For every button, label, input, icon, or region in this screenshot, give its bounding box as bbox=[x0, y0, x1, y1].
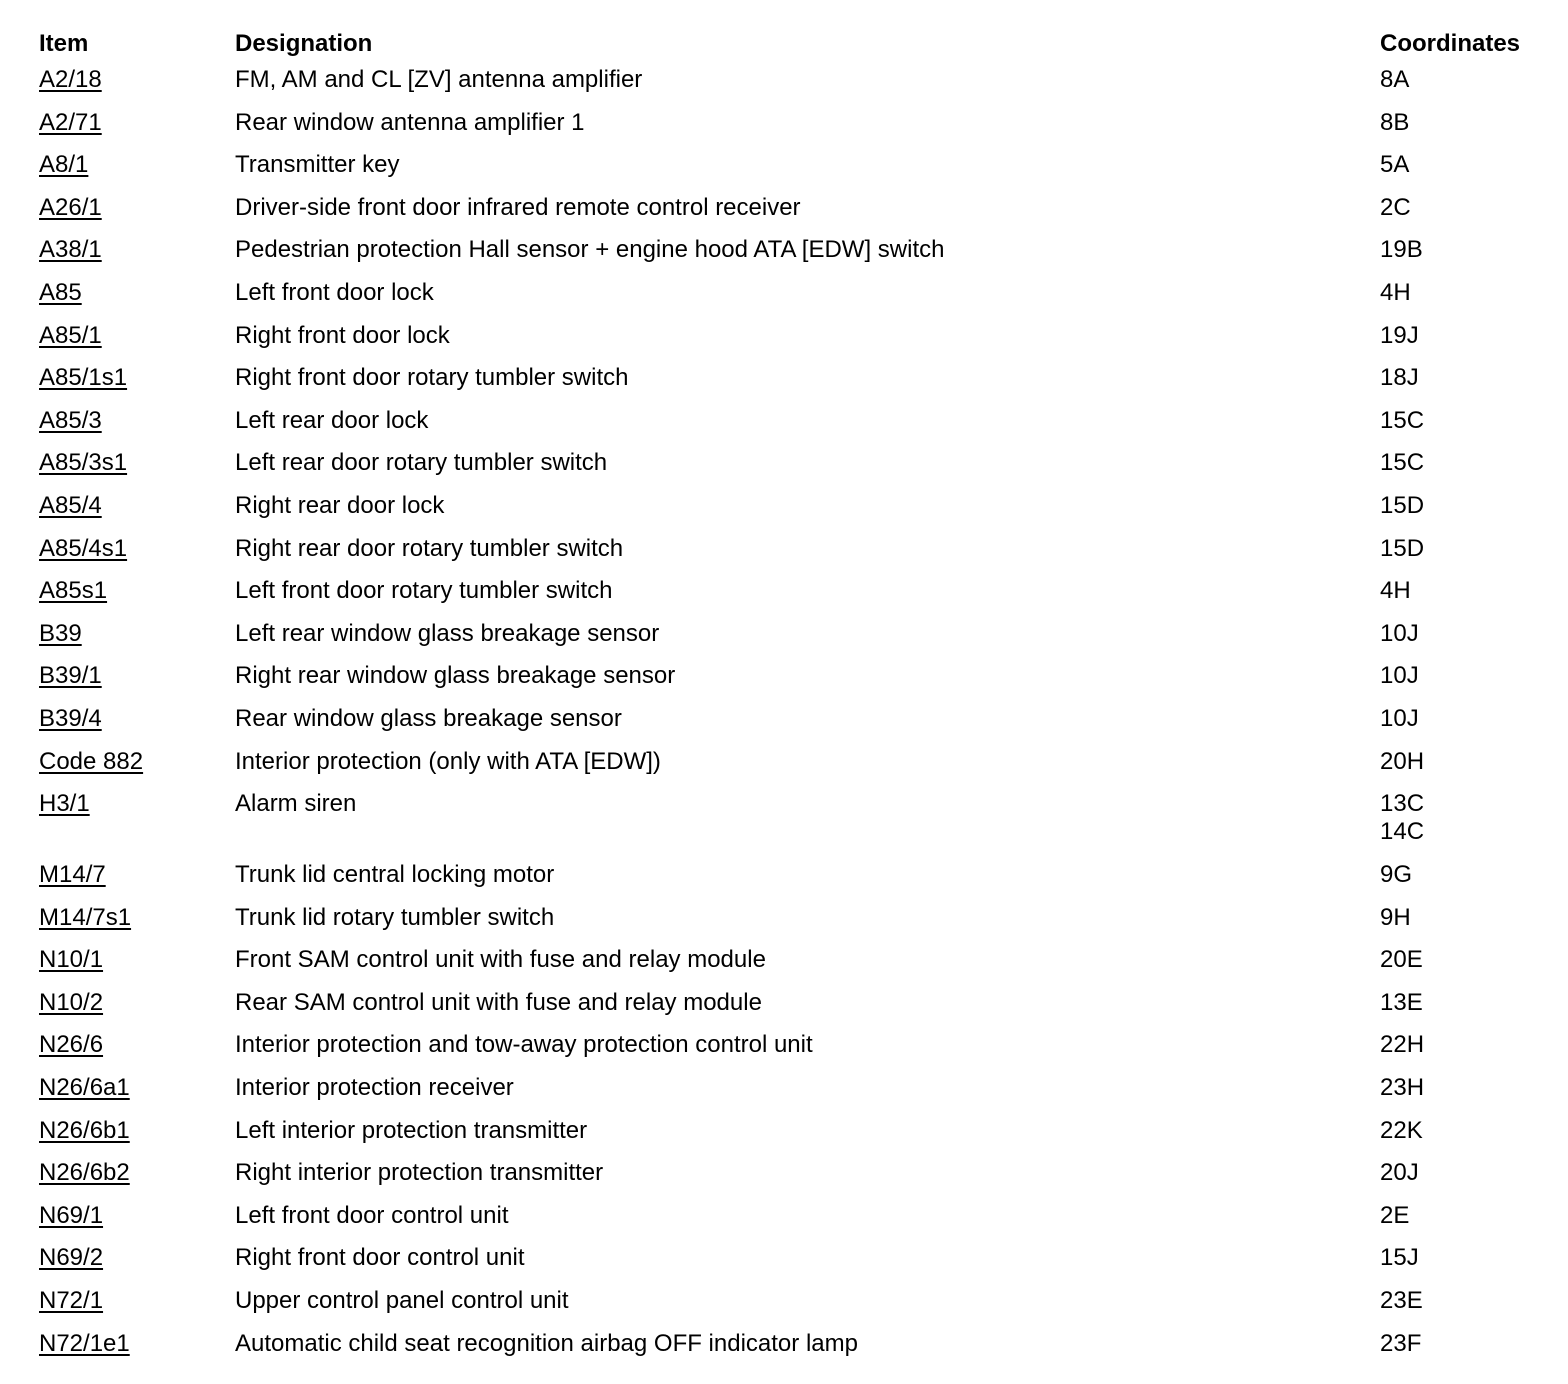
coordinate-value: 9H bbox=[1380, 903, 1411, 931]
designation-text: Rear window antenna amplifier 1 bbox=[235, 108, 585, 136]
item-link[interactable]: N26/6b2 bbox=[39, 1159, 130, 1187]
coordinates-cell bbox=[1380, 531, 1424, 567]
coordinate-value: 19B bbox=[1380, 236, 1423, 264]
table-row bbox=[39, 488, 1539, 531]
coordinate-value: 13C bbox=[1380, 790, 1425, 818]
designation-text: Interior protection receiver bbox=[235, 1074, 514, 1102]
item-link[interactable]: A85/1 bbox=[39, 321, 102, 349]
coordinates-cell bbox=[1380, 900, 1411, 936]
designation-text: Front SAM control unit with fuse and relay module bbox=[235, 946, 766, 974]
designation-text: Upper control panel control unit bbox=[235, 1287, 569, 1315]
coordinates-cell bbox=[1380, 360, 1419, 396]
item-link[interactable]: A38/1 bbox=[39, 236, 102, 264]
designation-text: Alarm siren bbox=[235, 790, 357, 818]
item-link[interactable]: B39/4 bbox=[39, 704, 102, 732]
designation-text: Interior protection (only with ATA [EDW]) bbox=[235, 747, 661, 775]
coordinate-value: 15D bbox=[1380, 491, 1425, 519]
coordinate-value: 22H bbox=[1380, 1031, 1425, 1059]
table-row bbox=[39, 147, 1539, 190]
item-link[interactable]: A2/71 bbox=[39, 108, 102, 136]
coordinate-value: 19J bbox=[1380, 321, 1419, 349]
coordinate-value: 2C bbox=[1380, 193, 1411, 221]
designation-text: Pedestrian protection Hall sensor + engine hood ATA [EDW] switch bbox=[235, 236, 945, 264]
table-row bbox=[39, 105, 1539, 148]
coordinates-cell bbox=[1380, 445, 1424, 481]
table-row bbox=[39, 985, 1539, 1028]
table-row bbox=[39, 403, 1539, 446]
table-row bbox=[39, 658, 1539, 701]
coordinate-value: 15D bbox=[1380, 534, 1425, 562]
coordinates-cell bbox=[1380, 403, 1424, 439]
item-link[interactable]: N26/6b1 bbox=[39, 1116, 130, 1144]
designation-text: Left interior protection transmitter bbox=[235, 1116, 588, 1144]
designation-text: Right front door control unit bbox=[235, 1244, 525, 1272]
coordinate-value: 14C bbox=[1380, 818, 1425, 846]
coordinates-cell bbox=[1380, 1113, 1423, 1149]
item-link[interactable]: Code 882 bbox=[39, 747, 144, 775]
coordinates-cell bbox=[1380, 1070, 1424, 1106]
coordinates-cell bbox=[1380, 62, 1409, 98]
coordinates-cell bbox=[1380, 318, 1419, 354]
designation-text: Trunk lid central locking motor bbox=[235, 861, 555, 889]
table-row bbox=[39, 1198, 1539, 1241]
coordinates-cell bbox=[1380, 616, 1419, 652]
designation-text: Left front door lock bbox=[235, 278, 434, 306]
item-link[interactable]: N69/1 bbox=[39, 1201, 104, 1229]
coordinates-cell bbox=[1380, 275, 1411, 311]
designation-text: Rear SAM control unit with fuse and relay module bbox=[235, 988, 762, 1016]
header-designation: Designation bbox=[235, 30, 373, 57]
item-link[interactable]: A85s1 bbox=[39, 577, 108, 605]
table-row bbox=[39, 531, 1539, 574]
item-link[interactable]: A85 bbox=[39, 278, 82, 306]
item-link[interactable]: M14/7s1 bbox=[39, 903, 132, 931]
coordinates-cell bbox=[1380, 1155, 1419, 1191]
component-legend-table bbox=[39, 26, 1539, 1368]
item-link[interactable]: A2/18 bbox=[39, 66, 102, 93]
coordinates-cell bbox=[1380, 786, 1424, 846]
designation-text: Interior protection and tow-away protection control unit bbox=[235, 1031, 813, 1059]
table-row bbox=[39, 786, 1539, 857]
table-row bbox=[39, 1070, 1539, 1113]
table-row bbox=[39, 744, 1539, 787]
coordinates-cell bbox=[1380, 147, 1409, 183]
coordinate-value: 20E bbox=[1380, 946, 1423, 974]
coordinates-cell bbox=[1380, 701, 1419, 737]
designation-text: Transmitter key bbox=[235, 151, 400, 179]
coordinate-value: 15J bbox=[1380, 1244, 1419, 1272]
designation-text: Right rear window glass breakage sensor bbox=[235, 662, 676, 690]
table-row bbox=[39, 942, 1539, 985]
coordinate-value: 18J bbox=[1380, 364, 1419, 392]
item-link[interactable]: A26/1 bbox=[39, 193, 102, 221]
coordinate-value: 8B bbox=[1380, 108, 1410, 136]
designation-text: Rear window glass breakage sensor bbox=[235, 704, 622, 732]
designation-text: Right rear door lock bbox=[235, 491, 445, 519]
coordinates-cell bbox=[1380, 232, 1423, 268]
coordinates-cell bbox=[1380, 1326, 1421, 1362]
item-link[interactable]: N10/1 bbox=[39, 946, 104, 974]
table-row bbox=[39, 275, 1539, 318]
coordinates-cell bbox=[1380, 105, 1409, 141]
designation-text: Automatic child seat recognition airbag OFF indicator lamp bbox=[235, 1329, 858, 1357]
designation-text: Left rear door lock bbox=[235, 406, 429, 434]
item-link[interactable]: B39/1 bbox=[39, 662, 102, 690]
coordinates-cell bbox=[1380, 488, 1424, 524]
table-row bbox=[39, 857, 1539, 900]
coordinates-cell bbox=[1380, 942, 1423, 978]
table-row bbox=[39, 190, 1539, 233]
table-row bbox=[39, 900, 1539, 943]
coordinate-value: 4H bbox=[1380, 278, 1411, 306]
table-row bbox=[39, 62, 1539, 105]
designation-text: Left front door rotary tumbler switch bbox=[235, 577, 613, 605]
coordinate-value: 22K bbox=[1380, 1116, 1423, 1144]
coordinates-cell bbox=[1380, 1240, 1419, 1276]
table-row bbox=[39, 445, 1539, 488]
coordinates-cell bbox=[1380, 573, 1411, 609]
designation-text: Left front door control unit bbox=[235, 1201, 509, 1229]
coordinates-cell bbox=[1380, 1283, 1423, 1319]
coordinate-value: 23E bbox=[1380, 1287, 1423, 1315]
coordinate-value: 23F bbox=[1380, 1329, 1422, 1357]
coordinate-value: 15C bbox=[1380, 449, 1425, 477]
table-row bbox=[39, 1155, 1539, 1198]
item-link[interactable]: H3/1 bbox=[39, 790, 90, 818]
coordinate-value: 23H bbox=[1380, 1074, 1425, 1102]
coordinate-value: 10J bbox=[1380, 619, 1419, 647]
item-link[interactable]: N69/2 bbox=[39, 1244, 104, 1272]
designation-text: Right front door rotary tumbler switch bbox=[235, 364, 629, 392]
item-link[interactable]: A85/4s1 bbox=[39, 534, 128, 562]
table-row bbox=[39, 232, 1539, 275]
item-link[interactable]: A85/1s1 bbox=[39, 364, 128, 392]
designation-text: FM, AM and CL [ZV] antenna amplifier bbox=[235, 66, 643, 93]
table-row bbox=[39, 1113, 1539, 1156]
coordinates-cell bbox=[1380, 1027, 1424, 1063]
table-row bbox=[39, 360, 1539, 403]
table-row bbox=[39, 1240, 1539, 1283]
coordinate-value: 4H bbox=[1380, 577, 1411, 605]
coordinate-value: 13E bbox=[1380, 988, 1423, 1016]
table-row bbox=[39, 1027, 1539, 1070]
table-row bbox=[39, 701, 1539, 744]
designation-text: Left rear door rotary tumbler switch bbox=[235, 449, 608, 477]
item-link[interactable]: N26/6a1 bbox=[39, 1074, 130, 1102]
table-header-row bbox=[39, 26, 1539, 62]
item-link[interactable]: N10/2 bbox=[39, 988, 104, 1016]
coordinate-value: 5A bbox=[1380, 151, 1410, 179]
item-link[interactable]: A85/4 bbox=[39, 491, 102, 519]
item-link[interactable]: B39 bbox=[39, 619, 82, 647]
table-row bbox=[39, 573, 1539, 616]
coordinate-value: 15C bbox=[1380, 406, 1425, 434]
item-link[interactable]: N72/1e1 bbox=[39, 1329, 130, 1357]
table-row bbox=[39, 616, 1539, 659]
item-link[interactable]: A85/3s1 bbox=[39, 449, 128, 477]
coordinate-value: 8A bbox=[1380, 66, 1410, 93]
table-row bbox=[39, 318, 1539, 361]
designation-text: Driver-side front door infrared remote control receiver bbox=[235, 193, 801, 221]
item-link[interactable]: N72/1 bbox=[39, 1287, 104, 1315]
designation-text: Left rear window glass breakage sensor bbox=[235, 619, 660, 647]
coordinate-value: 10J bbox=[1380, 704, 1419, 732]
item-link[interactable]: N26/6 bbox=[39, 1031, 104, 1059]
item-link[interactable]: A8/1 bbox=[39, 151, 89, 179]
coordinate-value: 10J bbox=[1380, 662, 1419, 690]
designation-text: Trunk lid rotary tumbler switch bbox=[235, 903, 555, 931]
designation-text: Right interior protection transmitter bbox=[235, 1159, 604, 1187]
table-row bbox=[39, 1326, 1539, 1369]
table-body bbox=[39, 62, 1539, 1368]
coordinate-value: 9G bbox=[1380, 861, 1413, 889]
coordinate-value: 2E bbox=[1380, 1201, 1410, 1229]
designation-text: Right front door lock bbox=[235, 321, 450, 349]
coordinates-cell bbox=[1380, 985, 1423, 1021]
coordinates-cell bbox=[1380, 1198, 1409, 1234]
designation-text: Right rear door rotary tumbler switch bbox=[235, 534, 624, 562]
coordinates-cell bbox=[1380, 744, 1424, 780]
header-item: Item bbox=[39, 30, 89, 57]
coordinates-cell bbox=[1380, 857, 1412, 893]
coordinates-cell bbox=[1380, 658, 1419, 694]
table-row bbox=[39, 1283, 1539, 1326]
item-link[interactable]: M14/7 bbox=[39, 861, 106, 889]
item-link[interactable]: A85/3 bbox=[39, 406, 102, 434]
coordinate-value: 20J bbox=[1380, 1159, 1419, 1187]
coordinate-value: 20H bbox=[1380, 747, 1425, 775]
coordinates-cell bbox=[1380, 190, 1411, 226]
header-coordinates: Coordinates bbox=[1380, 30, 1521, 57]
